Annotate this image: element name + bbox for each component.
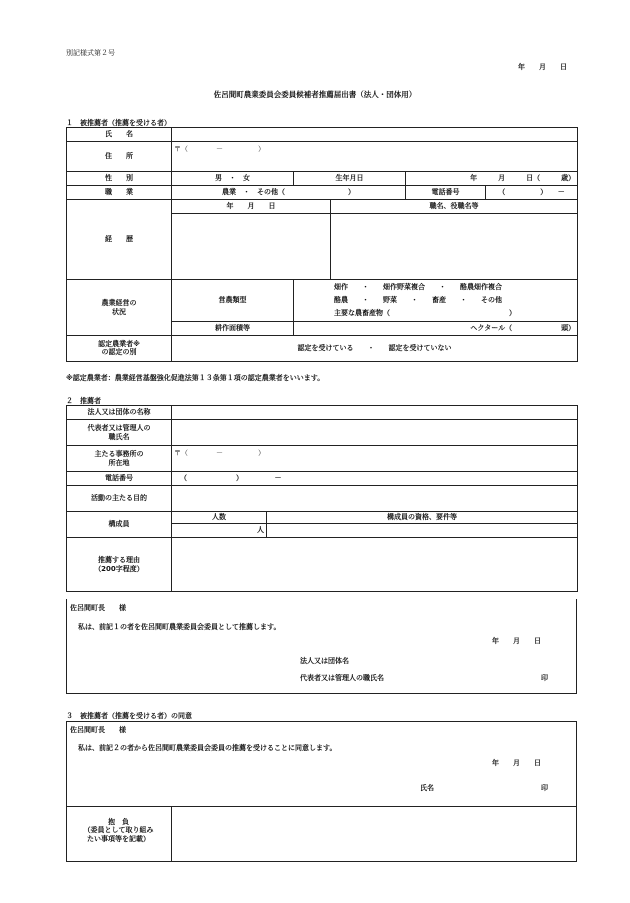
members-count-header: 人数 [172,512,267,524]
header-date: 年 月 日 [518,63,567,71]
certified-footnote: ※認定農業者：農業経営基盤強化促進法第１３条第１項の認定農業者をいいます。 [66,374,325,382]
consent-seal: 印 [541,784,548,792]
recommender-phone-label: 電話番号 [67,472,172,486]
office-postal-value: 〒（ － ） [174,449,265,457]
page-title: 佐呂間町農業委員会委員候補者推薦届出書（法人・団体用） [213,90,417,99]
farm-type-field[interactable] [294,280,578,322]
career-position-header: 職名、役職名等 [331,200,578,214]
representative-sign-label: 代表者又は管理人の職氏名 [300,674,384,682]
representative-label: 代表者又は管理人の 職氏名 [67,420,172,446]
certified-farmer-label: 認定農業者※ の認定の別 [67,336,172,362]
farm-type-products: 主要な農畜産物（ ） [334,309,516,318]
consent-addressee: 佐呂間町長 様 [70,726,126,734]
members-count-unit: 人 [257,526,264,535]
address-postal-value: 〒（ － ） [174,145,265,153]
gender-label: 性 別 [67,172,172,186]
nominee-table [66,127,578,362]
form-number: 別記様式第２号 [66,49,115,57]
org-name-field[interactable] [172,406,578,420]
consent-name-label: 氏名 [420,784,434,792]
birth-label: 生年月日 [294,172,406,186]
recommender-seal: 印 [541,674,548,682]
recommender-table [66,405,578,592]
org-name-label: 法人又は団体の名称 [67,406,172,420]
recommendation-statement: 私は、前記１の者を佐呂間町農業委員会委員として推薦します。 [78,623,281,631]
purpose-label: 活動の主たる目的 [67,486,172,512]
members-label: 構成員 [67,512,172,538]
farm-type-label: 営農類型 [172,280,294,322]
ambition-field[interactable] [172,807,576,861]
recommender-phone-field[interactable]: （ ） － [172,472,578,486]
farm-type-options-1: 畑作 ・ 畑作野菜複合 ・ 酪農畑作複合 [334,282,502,291]
members-count-field[interactable] [172,524,267,538]
org-name-sign-label: 法人又は団体名 [300,657,349,665]
address-label: 住 所 [67,142,172,172]
cultivated-area-label: 耕作面積等 [172,322,294,336]
phone-label: 電話番号 [406,186,486,200]
reason-field[interactable] [172,538,578,592]
occupation-field[interactable]: 農業 ・ その他（ ） [172,186,406,200]
career-date-header: 年 月 日 [172,200,331,214]
section3-heading: ３ 被推薦者（推薦を受ける者）の同意 [66,712,192,720]
section2-heading: ２ 推薦者 [66,397,101,405]
career-date-field[interactable] [172,214,331,280]
occupation-label: 職 業 [67,186,172,200]
members-qual-field[interactable] [267,524,578,538]
name-label: 氏 名 [67,128,172,142]
cultivated-area-field[interactable]: ヘクタール（ 頭） [294,322,578,336]
birth-field[interactable]: 年 月 日（ 歳） [406,172,578,186]
purpose-field[interactable] [172,486,578,512]
career-position-field[interactable] [331,214,578,280]
office-label: 主たる事務所の 所在地 [67,446,172,472]
section1-heading: １ 被推薦者（推薦を受ける者） [66,119,171,127]
phone-field[interactable]: （ ） － [486,186,578,200]
career-label: 経 歴 [67,200,172,280]
certified-farmer-field[interactable]: 認定を受けている ・ 認定を受けていない [172,336,578,362]
address-field[interactable] [172,142,578,172]
recommender-addressee: 佐呂間町長 様 [70,604,126,612]
ambition-label: 抱 負 （委員として取り組み たい事項等を記載） [83,818,154,843]
recommendation-date[interactable]: 年 月 日 [492,637,541,645]
members-qual-header: 構成員の資格、要件等 [267,512,578,524]
office-field[interactable] [172,446,578,472]
reason-label: 推薦する理由 （200字程度） [67,538,172,592]
consent-statement: 私は、前記２の者から佐呂間町農業委員会委員の推薦を受けることに同意します。 [78,744,337,752]
name-field[interactable] [172,128,578,142]
consent-date[interactable]: 年 月 日 [492,759,541,767]
farm-status-label: 農業経営の 状況 [67,280,172,336]
representative-field[interactable] [172,420,578,446]
farm-type-options-2: 酪農 ・ 野菜 ・ 畜産 ・ その他 [334,295,502,304]
gender-field[interactable]: 男 ・ 女 [172,172,294,186]
